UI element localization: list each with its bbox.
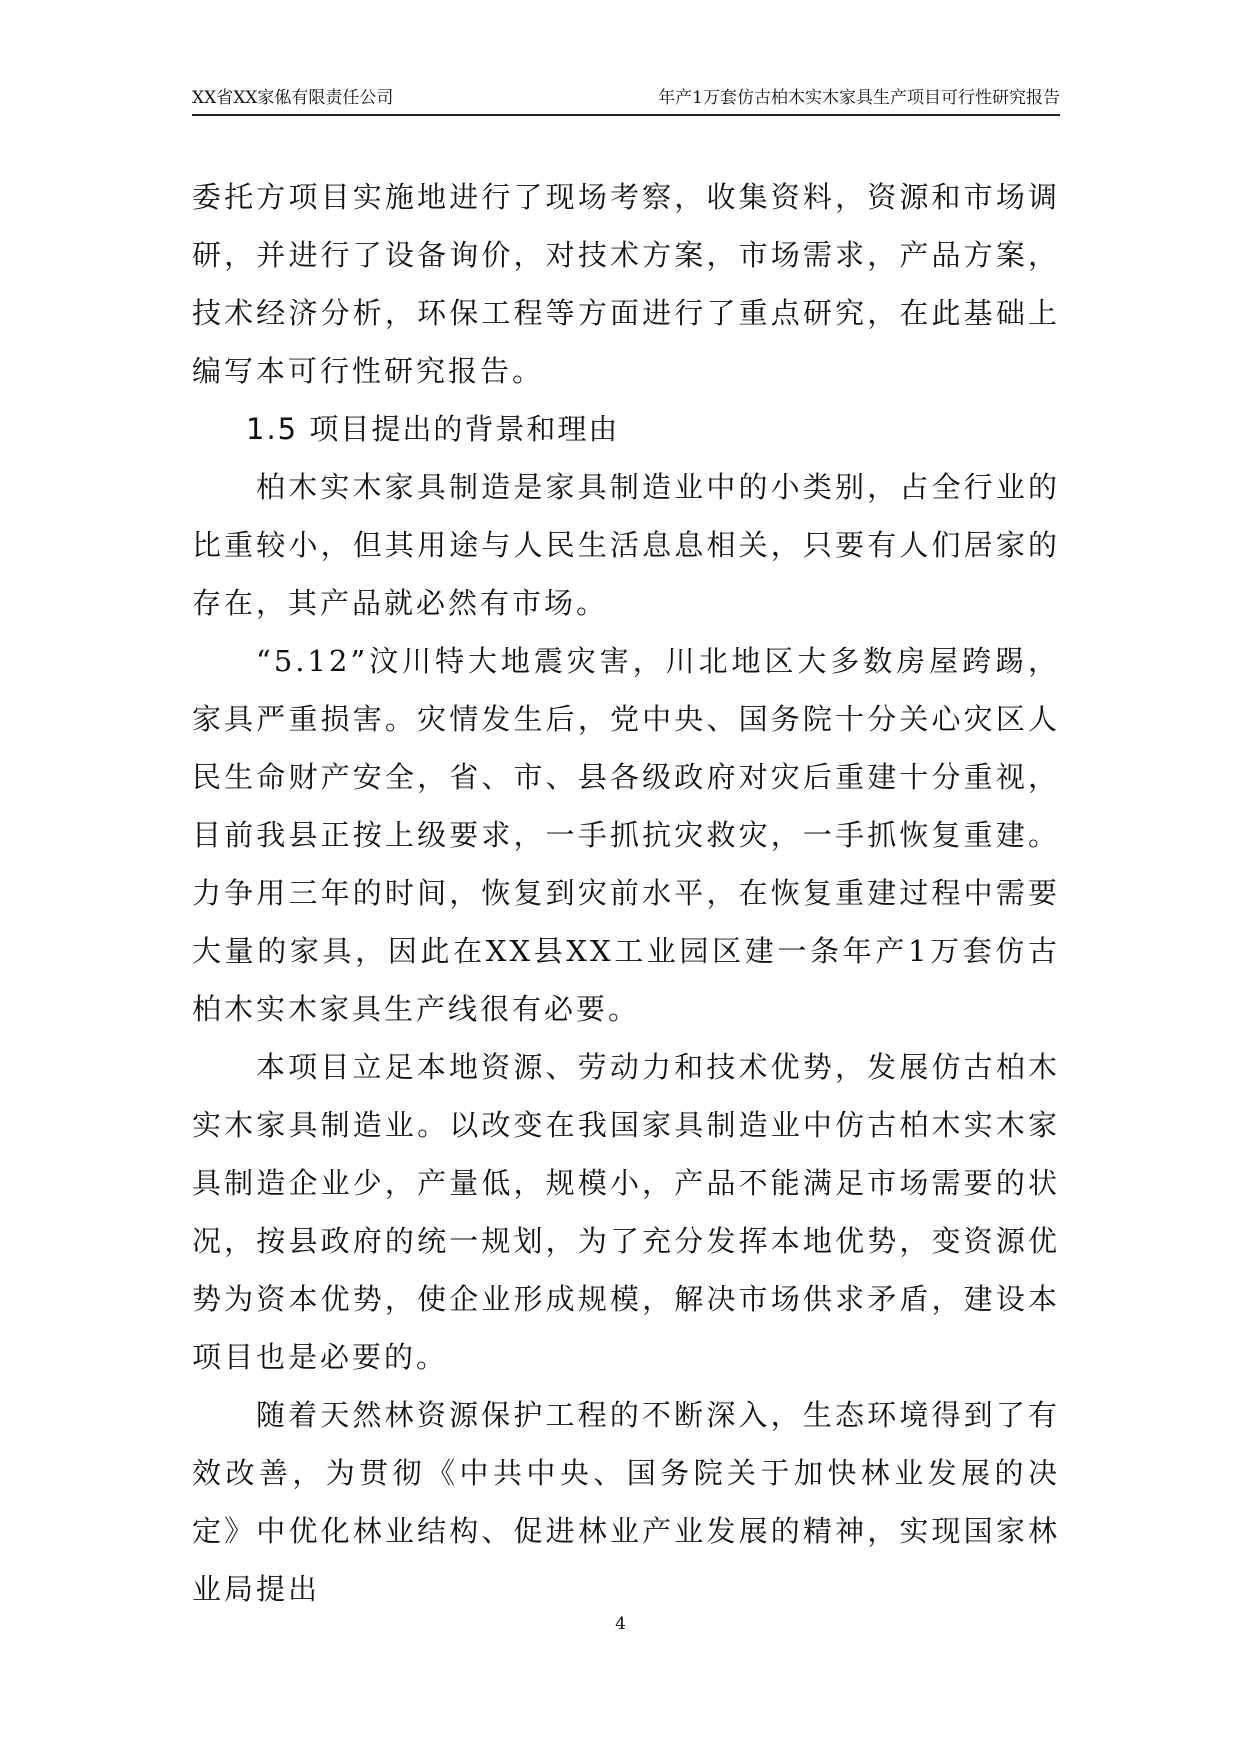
- paragraph-earthquake-background: “5.12”汶川特大地震灾害，川北地区大多数房屋跨踢，家具严重损害。灾情发生后，党中央、国务院十分关心灾区人民生命财产安全，省、市、县各级政府对灾后重建十分重视，目前我县正按上级要求，一手抓抗灾救灾，一手抓恢复重建。力争用三年的时间，恢复到灾前水平，在恢复重建过程中需要大量的家具，因此在XX县XX工业园区建一条年产1万套仿古柏木实木家具生产线很有必要。: [192, 644, 1060, 1026]
- header-report-title: 年产1万套仿古柏木实木家具生产项目可行性研究报告: [658, 88, 1060, 108]
- paragraph-industry-overview: 柏木实木家具制造是家具制造业中的小类别，占全行业的比重较小，但其用途与人民生活息息相关，只要有人们居家的存在，其产品就必然有市场。: [192, 470, 1060, 620]
- page-number: 4: [615, 1614, 626, 1634]
- paragraph-forestry-policy: 随着天然林资源保护工程的不断深入，生态环境得到了有效改善，为贯彻《中共中央、国务院关于加快林业发展的决定》中优化林业结构、促进林业产业发展的精神，实现国家林业局提出: [192, 1398, 1060, 1606]
- header-company-name: XX省XX家俬有限责任公司: [192, 88, 394, 108]
- section-heading: 1.5 项目提出的背景和理由: [246, 412, 620, 446]
- page-header: [192, 86, 1060, 116]
- document-body: [192, 168, 1060, 1618]
- paragraph-local-advantages: 本项目立足本地资源、劳动力和技术优势，发展仿古柏木实木家具制造业。以改变在我国家具制造业中仿古柏木实木家具制造企业少，产量低，规模小，产品不能满足市场需要的状况，按县政府的统一规划，为了充分发挥本地优势，变资源优势为资本优势，使企业形成规模，解决市场供求矛盾，建设本项目也是必要的。: [192, 1050, 1060, 1374]
- paragraph-intro-continuation: 委托方项目实施地进行了现场考察，收集资料，资源和市场调研，并进行了设备询价，对技术方案，市场需求，产品方案，技术经济分析，环保工程等方面进行了重点研究，在此基础上编写本可行性研究报告。: [192, 180, 1060, 388]
